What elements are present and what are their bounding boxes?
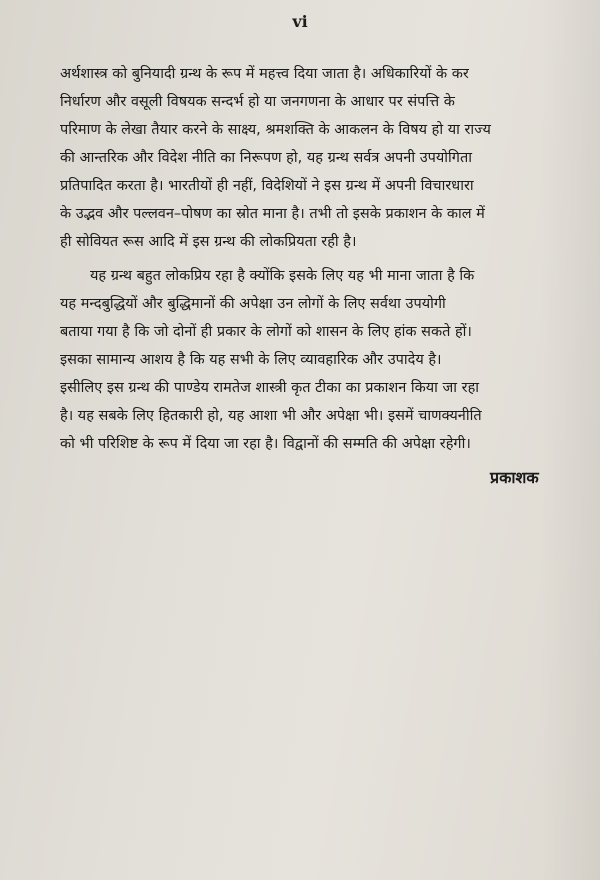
paragraph-line: के उद्भव और पल्लवन–पोषण का स्रोत माना है। तभी तो इसके प्रकाशन के काल में <box>60 206 485 222</box>
paragraph-line: यह मन्दबुद्धियों और बुद्धिमानों की अपेक्षा उन लोगों के लिए सर्वथा उपयोगी <box>60 296 446 312</box>
paragraph-line: इसका सामान्य आशय है कि यह सभी के लिए व्यावहारिक और उपादेय है। <box>60 352 442 368</box>
paragraph-line: परिमाण के लेखा तैयार करने के साक्ष्य, श्रमशक्ति के आकलन के विषय हो या राज्य <box>60 122 491 138</box>
paragraph-line: इसीलिए इस ग्रन्थ की पाण्डेय रामतेज शास्त्री कृत टीका का प्रकाशन किया जा रहा <box>60 380 480 396</box>
paragraph-line: ही सोवियत रूस आदि में इस ग्रन्थ की लोकप्रियता रही है। <box>60 234 357 250</box>
page-number: vi <box>292 12 308 31</box>
paragraph-line: बताया गया है कि जो दोनों ही प्रकार के लोगों को शासन के लिए हांक सकते हों। <box>60 324 472 340</box>
paragraph-line: प्रतिपादित करता है। भारतीयों ही नहीं, विदेशियों ने इस ग्रन्थ में अपनी विचारधारा <box>60 178 474 194</box>
paragraph-line: निर्धारण और वसूली विषयक सन्दर्भ हो या जनगणना के आधार पर संपत्ति के <box>60 94 455 110</box>
paragraph-line: है। यह सबके लिए हितकारी हो, यह आशा भी और अपेक्षा भी। इसमें चाणक्यनीति <box>60 408 482 424</box>
paragraph-line: अर्थशास्त्र को बुनियादी ग्रन्थ के रूप में महत्त्व दिया जाता है। अधिकारियों के कर <box>60 66 469 82</box>
paragraph-line: यह ग्रन्थ बहुत लोकप्रिय रहा है क्योंकि इसके लिए यह भी माना जाता है कि <box>90 268 475 284</box>
paragraph-line: को भी परिशिष्ट के रूप में दिया जा रहा है। विद्वानों की सम्मति की अपेक्षा रहेगी। <box>60 436 471 452</box>
publisher-signature: प्रकाशक <box>490 468 539 487</box>
paragraph-line: की आन्तरिक और विदेश नीति का निरूपण हो, यह ग्रन्थ सर्वत्र अपनी उपयोगिता <box>60 150 472 166</box>
